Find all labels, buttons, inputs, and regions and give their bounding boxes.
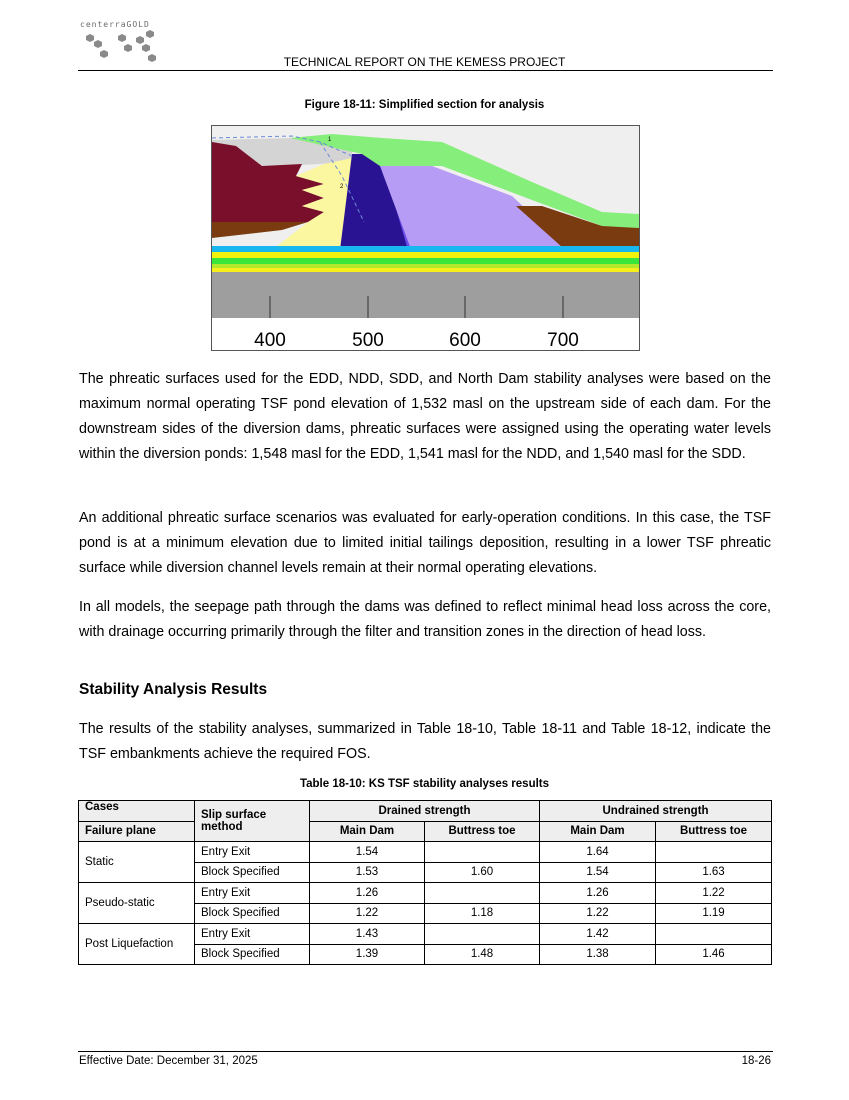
value-cell: 1.18: [425, 903, 540, 924]
axis-tick-700: 700: [547, 330, 579, 350]
table-row: [79, 842, 772, 863]
method-cell: Block Specified: [195, 862, 310, 883]
value-cell: 1.54: [540, 862, 656, 883]
case-cell: Post Liquefaction: [79, 924, 195, 965]
value-cell: 1.38: [540, 944, 656, 965]
value-cell: [656, 842, 772, 863]
phreatic-label-1: 1: [328, 137, 332, 143]
header-undrained-main-dam: Main Dam: [540, 821, 656, 842]
header-failure-plane: Failure plane: [79, 821, 195, 842]
value-cell: 1.39: [310, 944, 425, 965]
value-cell: [425, 842, 540, 863]
value-cell: 1.60: [425, 862, 540, 883]
value-cell: 1.26: [310, 883, 425, 904]
paragraph-early-operation: An additional phreatic surface scenarios was evaluated for early-operation conditions. In this case, the TSF pond is at a minimum elevation due to limited initial tailings deposition, resulting in a lower TSF phreatic surface while diversion channel levels remain at their normal operating elevations.: [79, 510, 771, 576]
header-slip-method: Slip surface method: [195, 801, 310, 842]
table-caption: Table 18-10: KS TSF stability analyses results: [299, 778, 550, 790]
header-drained: Drained strength: [310, 801, 540, 822]
header-rule: [78, 70, 773, 71]
paragraph-results-summary: The results of the stability analyses, summarized in Table 18-10, Table 18-11 and Table 18-12, indicate the TSF embankments achieve the required FOS.: [79, 721, 771, 762]
value-cell: 1.19: [656, 903, 772, 924]
table-row: [79, 924, 772, 945]
value-cell: [425, 883, 540, 904]
footer-rule: [78, 1051, 773, 1052]
table-row: [79, 883, 772, 904]
effective-date: Effective Date: December 31, 2025: [79, 1055, 258, 1067]
dam-section-figure: [211, 125, 640, 351]
method-cell: Block Specified: [195, 944, 310, 965]
axis-tick-500: 500: [352, 330, 384, 350]
value-cell: 1.43: [310, 924, 425, 945]
value-cell: 1.63: [656, 862, 772, 883]
stability-results-table: [78, 800, 772, 965]
method-cell: Entry Exit: [195, 924, 310, 945]
header-drained-buttress-toe: Buttress toe: [425, 821, 540, 842]
dam-section-diagram: [212, 126, 639, 350]
value-cell: 1.42: [540, 924, 656, 945]
value-cell: [656, 924, 772, 945]
axis-tick-600: 600: [449, 330, 481, 350]
header-cases: Cases: [79, 801, 195, 822]
paragraph-phreatic-surfaces: The phreatic surfaces used for the EDD, NDD, SDD, and North Dam stability analyses were based on the maximum normal operating TSF pond elevation of 1,532 masl on the upstream side of each dam. For the downstream sides of the diversion dams, phreatic surfaces were assigned using the operating water levels within the diversion ponds: 1,548 masl for the EDD, 1,541 masl for the NDD, and 1,540 masl for the SDD.: [79, 371, 771, 462]
axis-tick-400: 400: [254, 330, 286, 350]
value-cell: 1.22: [540, 903, 656, 924]
value-cell: 1.22: [656, 883, 772, 904]
value-cell: 1.22: [310, 903, 425, 924]
method-cell: Entry Exit: [195, 842, 310, 863]
value-cell: 1.48: [425, 944, 540, 965]
paragraph-seepage-path: In all models, the seepage path through the dams was defined to reflect minimal head loss across the core, with drainage occurring primarily through the filter and transition zones in the direction of head loss.: [79, 599, 771, 640]
value-cell: 1.46: [656, 944, 772, 965]
method-cell: Entry Exit: [195, 883, 310, 904]
value-cell: 1.54: [310, 842, 425, 863]
case-cell: Pseudo-static: [79, 883, 195, 924]
value-cell: [425, 924, 540, 945]
case-cell: Static: [79, 842, 195, 883]
header-drained-main-dam: Main Dam: [310, 821, 425, 842]
section-heading: Stability Analysis Results: [79, 681, 268, 698]
header-undrained: Undrained strength: [540, 801, 772, 822]
method-cell: Block Specified: [195, 903, 310, 924]
value-cell: 1.26: [540, 883, 656, 904]
value-cell: 1.64: [540, 842, 656, 863]
page-number: 18-26: [741, 1055, 771, 1067]
phreatic-label-2: 2: [340, 184, 344, 190]
figure-caption: Figure 18-11: Simplified section for analysis: [304, 99, 545, 111]
logo-wordmark: centerraGOLD: [80, 20, 150, 29]
report-title: TECHNICAL REPORT ON THE KEMESS PROJECT: [283, 55, 566, 69]
value-cell: 1.53: [310, 862, 425, 883]
header-undrained-buttress-toe: Buttress toe: [656, 821, 772, 842]
